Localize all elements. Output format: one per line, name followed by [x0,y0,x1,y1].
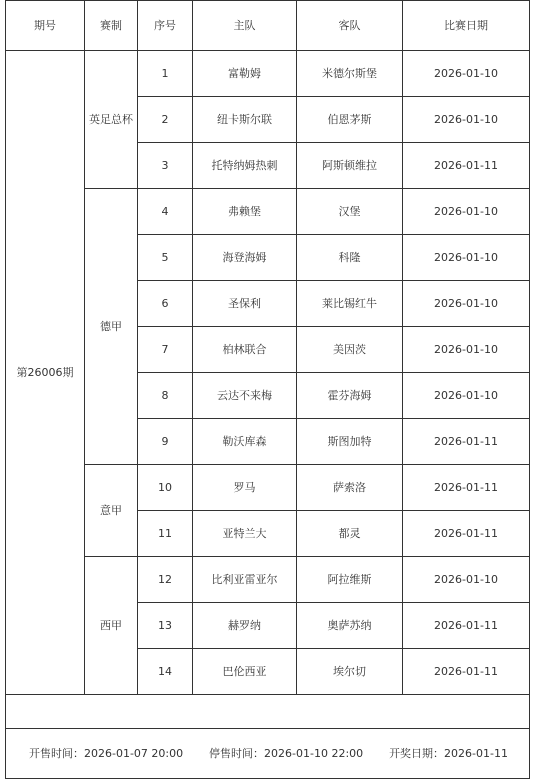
away-team-cell: 伯恩茅斯 [297,97,403,143]
header-period: 期号 [6,1,85,51]
match-date-cell: 2026-01-10 [403,373,530,419]
fixture-sheet [5,0,529,779]
seq-cell: 12 [138,557,193,603]
home-team-cell: 巴伦西亚 [193,649,297,695]
draw-date: 开奖日期：2026-01-11 [389,746,508,760]
blank-row [6,695,530,729]
home-team-cell: 海登海姆 [193,235,297,281]
home-team-cell: 柏林联合 [193,327,297,373]
match-date-cell: 2026-01-10 [403,557,530,603]
seq-cell: 11 [138,511,193,557]
match-date-cell: 2026-01-10 [403,281,530,327]
match-date-cell: 2026-01-11 [403,603,530,649]
away-team-cell: 斯图加特 [297,419,403,465]
header-row [6,1,530,51]
seq-cell: 8 [138,373,193,419]
match-date-cell: 2026-01-11 [403,465,530,511]
home-team-cell: 比利亚雷亚尔 [193,557,297,603]
away-team-cell: 萨索洛 [297,465,403,511]
seq-cell: 6 [138,281,193,327]
seq-cell: 14 [138,649,193,695]
home-team-cell: 富勒姆 [193,51,297,97]
away-team-cell: 莱比锡红牛 [297,281,403,327]
match-date-cell: 2026-01-10 [403,327,530,373]
home-team-cell: 勒沃库森 [193,419,297,465]
match-date-cell: 2026-01-11 [403,649,530,695]
home-team-cell: 赫罗纳 [193,603,297,649]
competition-cell: 英足总杯 [85,51,138,189]
seq-cell: 1 [138,51,193,97]
seq-cell: 4 [138,189,193,235]
home-team-cell: 亚特兰大 [193,511,297,557]
seq-cell: 9 [138,419,193,465]
match-date-cell: 2026-01-10 [403,51,530,97]
fixtures-table [5,0,530,779]
header-competition: 赛制 [85,1,138,51]
away-team-cell: 汉堡 [297,189,403,235]
match-date-cell: 2026-01-11 [403,419,530,465]
header-seq: 序号 [138,1,193,51]
competition-cell: 西甲 [85,557,138,695]
stop-sale-time: 停售时间：2026-01-10 22:00 [209,746,364,760]
match-date-cell: 2026-01-10 [403,97,530,143]
match-date-cell: 2026-01-11 [403,143,530,189]
seq-cell: 3 [138,143,193,189]
competition-cell: 德甲 [85,189,138,465]
match-date-cell: 2026-01-10 [403,189,530,235]
sale-info [6,729,529,778]
footer-row [6,729,530,779]
away-team-cell: 米德尔斯堡 [297,51,403,97]
seq-cell: 5 [138,235,193,281]
table-row [6,189,530,235]
match-date-cell: 2026-01-11 [403,511,530,557]
away-team-cell: 阿斯顿维拉 [297,143,403,189]
seq-cell: 2 [138,97,193,143]
match-date-cell: 2026-01-10 [403,235,530,281]
footer-cell [6,729,530,779]
home-team-cell: 云达不来梅 [193,373,297,419]
open-sale-time: 开售时间：2026-01-07 20:00 [29,746,184,760]
seq-cell: 10 [138,465,193,511]
away-team-cell: 霍芬海姆 [297,373,403,419]
home-team-cell: 纽卡斯尔联 [193,97,297,143]
away-team-cell: 都灵 [297,511,403,557]
home-team-cell: 弗赖堡 [193,189,297,235]
header-away: 客队 [297,1,403,51]
competition-cell: 意甲 [85,465,138,557]
away-team-cell: 奥萨苏纳 [297,603,403,649]
home-team-cell: 托特纳姆热刺 [193,143,297,189]
home-team-cell: 圣保利 [193,281,297,327]
blank-cell [6,695,530,729]
seq-cell: 13 [138,603,193,649]
home-team-cell: 罗马 [193,465,297,511]
seq-cell: 7 [138,327,193,373]
away-team-cell: 美因茨 [297,327,403,373]
away-team-cell: 埃尔切 [297,649,403,695]
table-row [6,557,530,603]
table-row [6,465,530,511]
away-team-cell: 科隆 [297,235,403,281]
period-cell: 第26006期 [6,51,85,695]
header-home: 主队 [193,1,297,51]
away-team-cell: 阿拉维斯 [297,557,403,603]
header-date: 比赛日期 [403,1,530,51]
table-row [6,51,530,97]
